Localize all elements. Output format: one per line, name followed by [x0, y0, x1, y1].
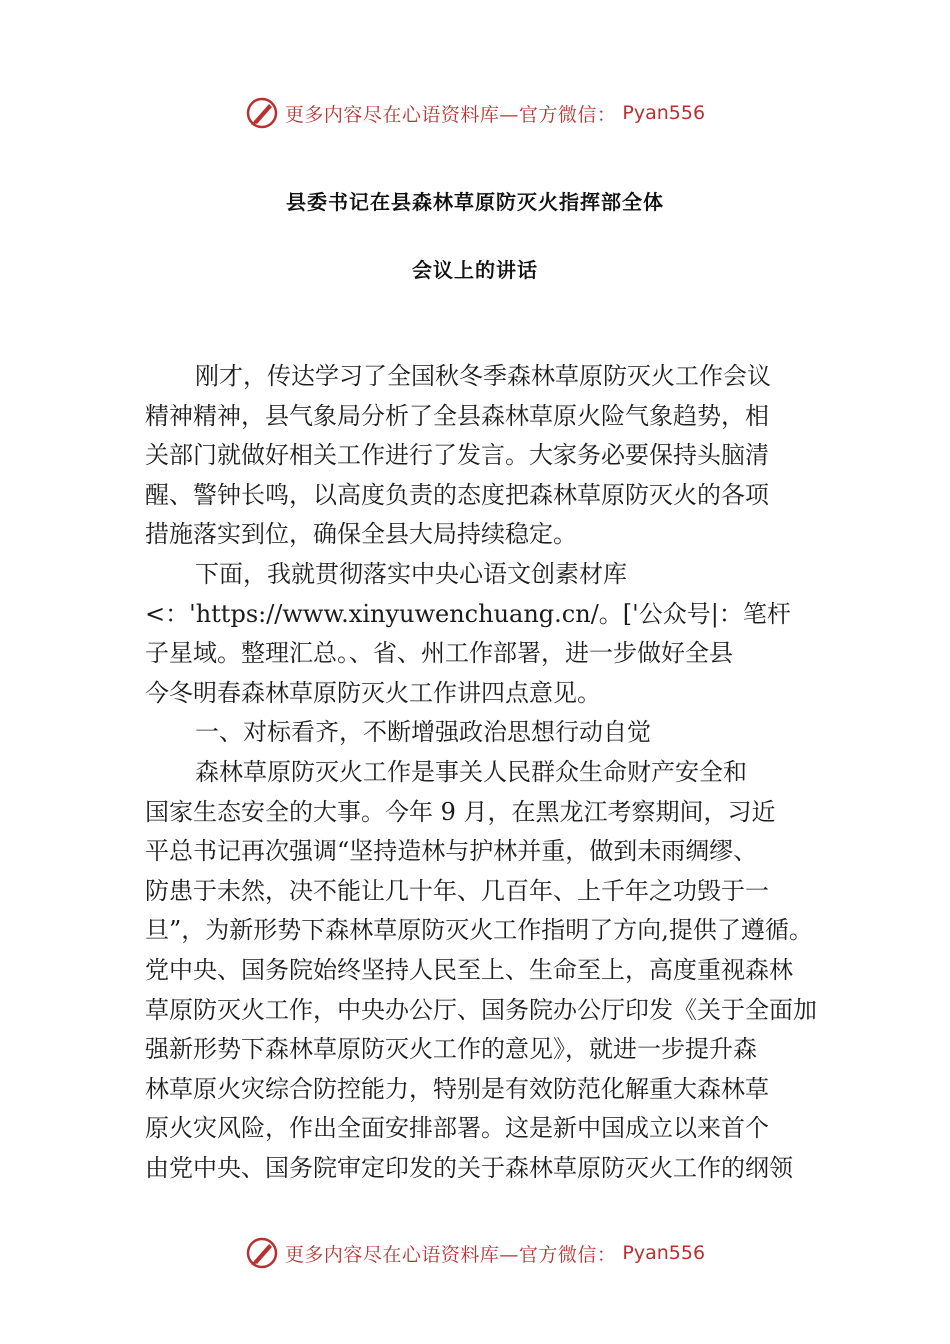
section-heading: 一、对标看齐，不断增强政治思想行动自觉: [195, 718, 651, 747]
body-line: 森林草原防灭火工作是事关人民群众生命财产安全和: [195, 757, 747, 786]
pen-logo-icon: [245, 1236, 279, 1270]
document-body: [145, 357, 835, 1188]
document-title-line-2: 会议上的讲话: [412, 258, 538, 282]
body-line: 刚才，传达学习了全国秋冬季森林草原防灭火工作会议: [195, 362, 771, 390]
body-line: 林草原火灾综合防控能力，特别是有效防范化解重大森林草: [145, 1074, 769, 1103]
wechat-id: Pyan556: [622, 102, 706, 124]
wechat-id: Pyan556: [622, 1242, 706, 1264]
body-line: 今冬明春森林草原防灭火工作讲四点意见。: [145, 678, 601, 707]
body-line: 关部门就做好相关工作进行了发言。大家务必要保持头脑清: [145, 441, 769, 470]
body-line: <：'https://www.xinyuwenchuang.cn/。['公众号|：笔杆: [145, 599, 791, 628]
body-line: 醒、警钟长鸣，以高度负责的态度把森林草原防灭火的各项: [145, 480, 769, 509]
document-title-line-1: 县委书记在县森林草原防灭火指挥部全体: [286, 190, 664, 214]
header-banner: [0, 93, 950, 133]
body-line: 旦”，为新形势下森林草原防灭火工作指明了方向,提供了遵循。: [145, 916, 813, 945]
banner-text: 更多内容尽在心语资料库—官方微信：: [284, 1243, 617, 1266]
body-line: 防患于未然，决不能让几十年、几百年、上千年之功毁于一: [145, 876, 769, 905]
body-line: 平总书记再次强调“坚持造林与护林并重，做到未雨绸缪、: [145, 837, 758, 866]
body-line: 党中央、国务院始终坚持人民至上、生命至上，高度重视森林: [145, 955, 793, 984]
body-line: 强新形势下森林草原防灭火工作的意见》，就进一步提升森: [145, 1035, 757, 1064]
body-line: 措施落实到位，确保全县大局持续稳定。: [145, 520, 577, 549]
body-line: 精神精神，县气象局分析了全县森林草原火险气象趋势，相: [145, 401, 769, 430]
body-line: 子星域。整理汇总。、省、州工作部署，进一步做好全县: [145, 639, 733, 668]
body-line: 下面，我就贯彻落实中央心语文创素材库: [195, 559, 627, 588]
body-line: 国家生态安全的大事。今年 9 月，在黑龙江考察期间，习近: [145, 797, 776, 826]
pen-logo-icon: [245, 96, 279, 130]
body-line: 草原防灭火工作，中央办公厅、国务院办公厅印发《关于全面加: [145, 995, 817, 1024]
body-line: 原火灾风险，作出全面安排部署。这是新中国成立以来首个: [145, 1114, 769, 1143]
body-line: 由党中央、国务院审定印发的关于森林草原防灭火工作的纲领: [145, 1153, 793, 1182]
banner-text: 更多内容尽在心语资料库—官方微信：: [284, 103, 617, 126]
footer-banner: [0, 1233, 950, 1273]
